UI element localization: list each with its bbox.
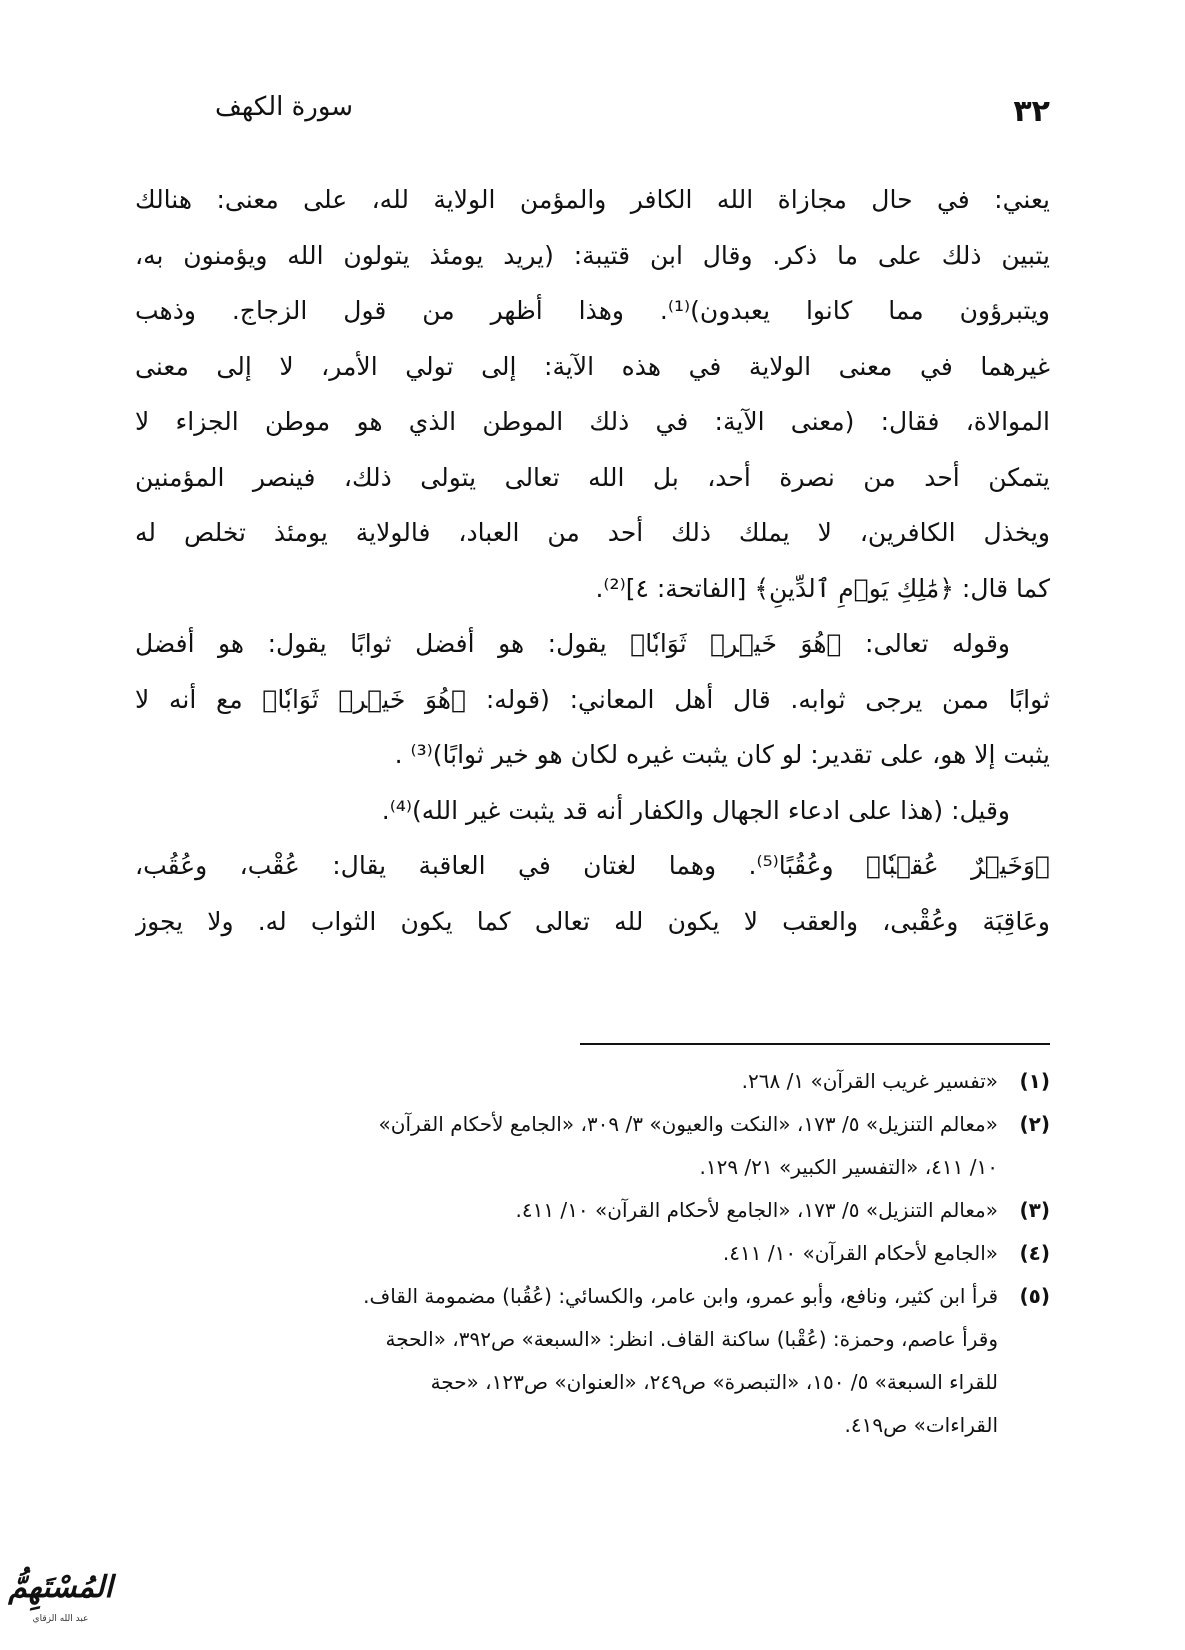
surah-title: سورة الكهف [215, 92, 354, 122]
text-line: ثوابًا ممن يرجى ثوابه. قال أهل المعاني: (قوله: ﴿هُوَ خَيۡرٞ ثَوَابٗا﴾ مع أنه لا [135, 684, 1050, 714]
footnote-number: (٣) [1019, 1198, 1050, 1222]
footnote-number: (٥) [1019, 1284, 1050, 1308]
page-number: ٣٢ [1013, 94, 1050, 129]
footnote-body [135, 1060, 998, 1103]
footnote-3 [135, 1189, 1050, 1232]
footnote-line: «معالم التنزيل» ٥/ ١٧٣، «النكت والعيون» ٣/ ٣٠٩، «الجامع لأحكام القرآن» [378, 1112, 998, 1136]
stamp-subtext: عبد الله الزقاي [32, 1614, 89, 1624]
text-line: ويتبرؤون مما كانوا يعبدون)⁽¹⁾. وهذا أظهر من قول الزجاج. وذهب [135, 296, 1050, 325]
footnote-number: (٤) [1019, 1241, 1050, 1265]
page-header [135, 88, 1050, 138]
footnotes [135, 1060, 1050, 1447]
text-line: غيرهما في معنى الولاية في هذه الآية: إلى تولي الأمر، لا إلى معنى [135, 351, 1050, 381]
footnote-body [135, 1232, 998, 1275]
footnote-line: «الجامع لأحكام القرآن» ١٠/ ٤١١. [722, 1241, 998, 1265]
text-line: يعني: في حال مجازاة الله الكافر والمؤمن الولاية لله، على معنى: هنالك [135, 185, 1050, 214]
footnote-5 [135, 1275, 1050, 1447]
text-line: ويخذل الكافرين، لا يملك ذلك أحد من العباد، فالولاية يومئذ تخلص له [135, 518, 1050, 547]
footnote-body [135, 1189, 998, 1232]
footnote-line: «تفسير غريب القرآن» ١/ ٢٦٨. [741, 1069, 998, 1093]
text-line: الموالاة، فقال: (معنى الآية: في ذلك الموطن الذي هو موطن الجزاء لا [135, 407, 1050, 436]
footnote-number: (٢) [1019, 1112, 1050, 1136]
footnote-line: القراءات» ص٤١٩. [844, 1413, 998, 1437]
text-line: كما قال: ﴿مَٰلِكِ يَوۡمِ ٱلدِّينِ﴾ [الفاتحة: ٤]⁽²⁾. [595, 573, 1050, 603]
text-line: وقوله تعالى: ﴿هُوَ خَيۡرٞ ثَوَابٗا﴾ يقول: هو أفضل ثوابًا يقول: هو أفضل [135, 629, 1010, 658]
footnote-divider [580, 1043, 1050, 1045]
footnote-1 [135, 1060, 1050, 1103]
footnote-line: قرأ ابن كثير، ونافع، وأبو عمرو، وابن عامر، والكسائي: (عُقُبا) مضمومة القاف. [363, 1284, 998, 1308]
footnote-4 [135, 1232, 1050, 1275]
footnote-2 [135, 1103, 1050, 1189]
footnote-body [135, 1103, 998, 1189]
text-line: يتبين ذلك على ما ذكر. وقال ابن قتيبة: (يريد يومئذ يتولون الله ويؤمنون به، [135, 240, 1050, 270]
footnote-number: (١) [1019, 1069, 1050, 1093]
footnote-line: «معالم التنزيل» ٥/ ١٧٣، «الجامع لأحكام القرآن» ١٠/ ٤١١. [515, 1198, 998, 1222]
text-line: يتمكن أحد من نصرة أحد، بل الله تعالى يتولى ذلك، فينصر المؤمنين [135, 462, 1050, 492]
publisher-stamp [8, 1560, 113, 1640]
footnote-line: وقرأ عاصم، وحمزة: (عُقْبا) ساكنة القاف. انظر: «السبعة» ص٣٩٢، «الحجة [385, 1327, 998, 1351]
text-line: وقيل: (هذا على ادعاء الجهال والكفار أنه قد يثبت غير الله)⁽⁴⁾. [381, 795, 1010, 825]
footnote-line: ١٠/ ٤١١، «التفسير الكبير» ٢١/ ١٢٩. [699, 1155, 998, 1179]
text-line: يثبت إلا هو، على تقدير: لو كان يثبت غيره لكان هو خير ثوابًا)⁽³⁾ . [394, 740, 1050, 769]
footnote-line: للقراء السبعة» ٥/ ١٥٠، «التبصرة» ص٢٤٩، «العنوان» ص١٢٣، «حجة [430, 1370, 998, 1394]
main-text [135, 172, 1050, 949]
text-line: وعَاقِبَة وعُقْبى، والعقب لا يكون لله تعالى كما يكون الثواب له. ولا يجوز [135, 906, 1050, 936]
text-line: ﴿وَخَيۡرٌ عُقۡبٗا﴾ وعُقُبًا⁽⁵⁾. وهما لغتان في العاقبة يقال: عُقْب، وعُقُب، [135, 851, 1050, 880]
stamp-logo-text: المُسْتَهِمُّ [8, 1570, 113, 1605]
footnote-body [135, 1275, 998, 1447]
